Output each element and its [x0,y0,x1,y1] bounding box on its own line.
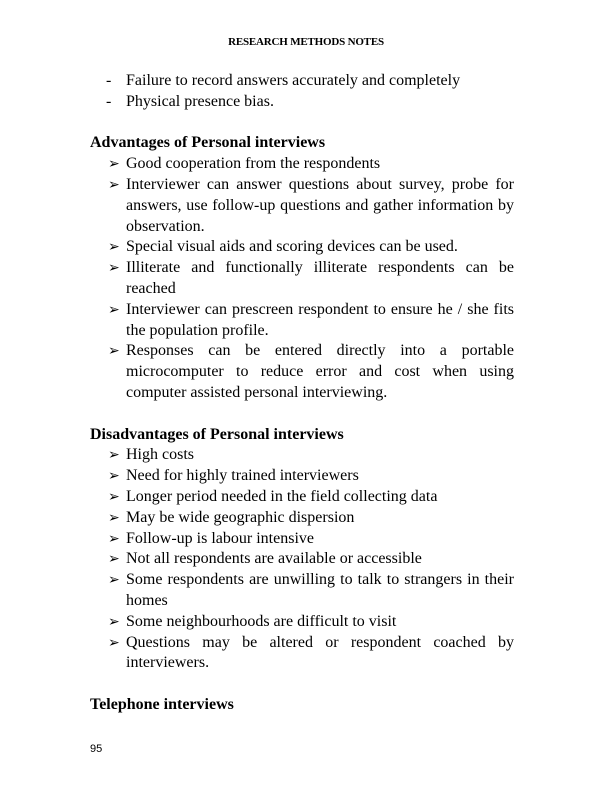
list-item-text: Interviewer can answer questions about survey, probe for answers, use follow-up questions and gather information by observation. [126,175,514,235]
list-item [90,612,514,633]
list-item-text: Not all respondents are available or accessible [126,550,422,568]
list-item-text: Illiterate and functionally illiterate respondents can be reached [126,259,514,297]
list-item [90,237,514,258]
list-item-text: Good cooperation from the respondents [126,155,381,173]
page-number: 95 [90,743,103,755]
list-item [90,549,514,570]
arrow-bullet-icon: ➢ [108,343,120,360]
list-item [90,529,514,550]
dash-marker: - [106,92,112,110]
arrow-bullet-icon: ➢ [108,488,120,505]
list-item-text: Physical presence bias. [126,92,274,110]
list-item [90,633,514,675]
list-item-text: Some respondents are unwilling to talk to strangers in their homes [126,571,514,609]
list-item-text: Follow-up is labour intensive [126,529,314,547]
list-item-text: Special visual aids and scoring devices can be used. [126,238,458,256]
list-item [90,154,514,175]
continued-list [90,71,514,113]
list-item-text: Questions may be altered or respondent coached by interviewers. [126,633,514,672]
arrow-bullet-icon: ➢ [108,239,120,256]
page-content [90,71,514,716]
advantages-heading: Advantages of Personal interviews [90,134,326,152]
list-item-text: Need for highly trained interviewers [126,467,359,485]
list-item-text: May be wide geographic dispersion [126,508,355,526]
spacer [90,404,514,425]
arrow-bullet-icon: ➢ [108,156,120,173]
arrow-bullet-icon: ➢ [108,509,120,526]
advantages-list [90,154,514,404]
arrow-bullet-icon: ➢ [108,447,120,464]
dash-marker: - [106,72,112,89]
list-item [90,341,514,403]
list-item [90,487,514,508]
arrow-bullet-icon: ➢ [108,176,120,193]
arrow-bullet-icon: ➢ [108,613,120,630]
list-item [90,445,514,466]
running-header: RESEARCH METHODS NOTES [228,36,384,48]
list-item-text: Interviewer can prescreen respondent to ensure he / she fits the population profile. [126,300,514,339]
arrow-bullet-icon: ➢ [108,301,120,318]
list-item-text: Failure to record answers accurately and completely [126,72,461,89]
disadvantages-heading: Disadvantages of Personal interviews [90,425,344,443]
arrow-bullet-icon: ➢ [108,634,120,651]
list-item-text: High costs [126,446,194,464]
list-item [90,300,514,342]
arrow-bullet-icon: ➢ [108,530,120,547]
list-item [90,466,514,487]
list-item-text: Responses can be entered directly into a portable microcomputer to reduce error and cost when using computer assisted personal interviewing. [126,342,514,401]
disadvantages-list [90,445,514,674]
spacer [90,674,514,695]
arrow-bullet-icon: ➢ [108,468,120,485]
arrow-bullet-icon: ➢ [108,260,120,277]
list-item [90,175,514,237]
list-item [90,570,514,612]
list-item-text: Some neighbourhoods are difficult to visit [126,612,397,630]
spacer [90,113,514,134]
arrow-bullet-icon: ➢ [108,551,120,568]
list-item-text: Longer period needed in the field collecting data [126,487,438,505]
telephone-interviews-heading: Telephone interviews [90,695,234,713]
list-item [90,508,514,529]
list-item [90,71,514,92]
arrow-bullet-icon: ➢ [108,572,120,589]
list-item [90,92,514,113]
list-item [90,258,514,300]
